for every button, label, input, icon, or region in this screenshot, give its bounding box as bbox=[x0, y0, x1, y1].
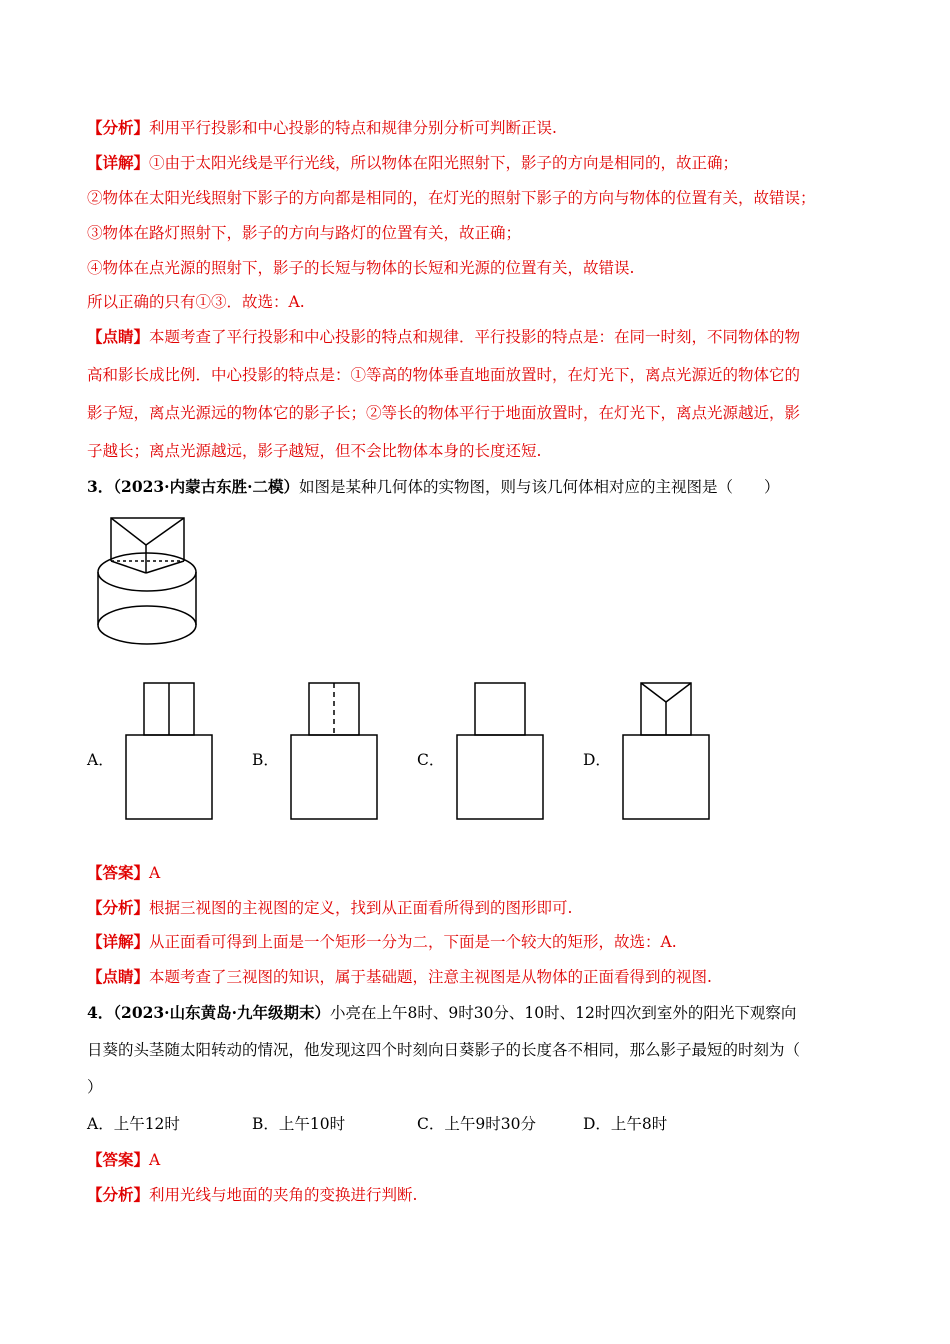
detail-text: ①由于太阳光线是平行光线，所以物体在阳光照射下，影子的方向是相同的，故正确； bbox=[149, 154, 739, 172]
q2-detail-4: ④物体在点光源的照射下，影子的长短与物体的长短和光源的位置有关，故错误. bbox=[87, 259, 635, 277]
q3-detail bbox=[87, 932, 677, 952]
comment-tag: 【点睛】 bbox=[87, 967, 150, 986]
answer-value: A bbox=[149, 864, 161, 882]
question-text: 小亮在上午8时、9时30分、10时、12时四次到室外的阳光下观察向 bbox=[329, 1004, 797, 1022]
question-source: （2023·山东黄岛·九年级期末） bbox=[113, 1003, 330, 1022]
option-a-label: A． bbox=[87, 751, 114, 769]
question-source: （2023·内蒙古东胜·二模） bbox=[113, 477, 299, 496]
q4-choice-b: B．上午10时 bbox=[252, 1115, 346, 1133]
option-a-figure bbox=[125, 682, 215, 822]
prism-bottom-right bbox=[146, 561, 184, 573]
q4-stem-2: 日葵的头茎随太阳转动的情况，他发现这四个时刻向日葵影子的长度各不相同，那么影子最短的时刻为（ bbox=[87, 1041, 801, 1059]
option-b-label: B． bbox=[252, 751, 279, 769]
analysis-text: 利用光线与地面的夹角的变换进行判断. bbox=[149, 1186, 418, 1204]
q3-stem bbox=[87, 477, 780, 497]
prism-bottom-left bbox=[111, 561, 146, 573]
detail-tag: 【详解】 bbox=[87, 932, 150, 951]
analysis-text: 根据三视图的主视图的定义，找到从正面看所得到的图形即可. bbox=[149, 899, 573, 917]
detail-tag: 【详解】 bbox=[87, 153, 150, 172]
analysis-tag: 【分析】 bbox=[87, 1185, 150, 1204]
analysis-tag: 【分析】 bbox=[87, 898, 150, 917]
q2-comment-1 bbox=[87, 327, 800, 347]
option-d-label: D． bbox=[583, 751, 611, 769]
q2-detail-1 bbox=[87, 153, 738, 173]
analysis-text: 利用平行投影和中心投影的特点和规律分别分析可判断正误. bbox=[149, 119, 557, 137]
cylinder-bottom-ellipse bbox=[98, 606, 196, 644]
prism-outer-edge bbox=[111, 518, 184, 561]
analysis-tag: 【分析】 bbox=[87, 118, 150, 137]
q4-stem-1 bbox=[87, 1003, 796, 1023]
q4-stem-3: ） bbox=[87, 1078, 103, 1096]
q2-comment-4: 子越长；离点光源越远，影子越短，但不会比物体本身的长度还短. bbox=[87, 442, 542, 460]
answer-tag: 【答案】 bbox=[87, 863, 150, 882]
comment-text: 本题考查了三视图的知识，属于基础题，注意主视图是从物体的正面看得到的视图. bbox=[149, 968, 712, 986]
q3-comment bbox=[87, 967, 712, 987]
comment-tag: 【点睛】 bbox=[87, 327, 150, 346]
q4-answer bbox=[87, 1150, 160, 1170]
q4-analysis bbox=[87, 1185, 417, 1205]
option-b-figure bbox=[290, 682, 380, 822]
q4-choice-d: D．上午8时 bbox=[583, 1115, 668, 1133]
option-c-figure bbox=[456, 682, 546, 822]
q3-answer bbox=[87, 863, 160, 883]
prism-right-slant bbox=[146, 518, 184, 545]
prism-left-slant bbox=[111, 518, 146, 545]
detail-text: 从正面看可得到上面是一个矩形一分为二，下面是一个较大的矩形，故选：A. bbox=[149, 933, 677, 951]
question-text: 如图是某种几何体的实物图，则与该几何体相对应的主视图是（ ） bbox=[298, 478, 780, 496]
answer-tag: 【答案】 bbox=[87, 1150, 150, 1169]
answer-value: A bbox=[149, 1151, 161, 1169]
q2-analysis bbox=[87, 118, 557, 138]
q4-choice-a: A．上午12时 bbox=[87, 1115, 180, 1133]
q4-choice-c: C．上午9时30分 bbox=[417, 1115, 536, 1133]
question-number: 3． bbox=[87, 477, 114, 496]
question-number: 4． bbox=[87, 1003, 114, 1022]
q2-comment-2: 高和影长成比例．中心投影的特点是：①等高的物体垂直地面放置时，在灯光下，离点光源近的物体它的 bbox=[87, 366, 801, 384]
option-c-label: C． bbox=[417, 751, 445, 769]
comment-text: 本题考查了平行投影和中心投影的特点和规律．平行投影的特点是：在同一时刻，不同物体的物 bbox=[149, 328, 801, 346]
option-d-figure bbox=[622, 682, 712, 822]
q2-detail-5: 所以正确的只有①③．故选：A. bbox=[87, 293, 305, 311]
q3-analysis bbox=[87, 898, 572, 918]
q2-detail-3: ③物体在路灯照射下，影子的方向与路灯的位置有关，故正确； bbox=[87, 224, 522, 242]
solid-figure bbox=[90, 515, 210, 650]
q2-detail-2: ②物体在太阳光线照射下影子的方向都是相同的，在灯光的照射下影子的方向与物体的位置有关，故错误； bbox=[87, 189, 816, 207]
q2-comment-3: 影子短，离点光源远的物体它的影子长；②等长的物体平行于地面放置时，在灯光下，离点光源越近，影 bbox=[87, 404, 801, 422]
